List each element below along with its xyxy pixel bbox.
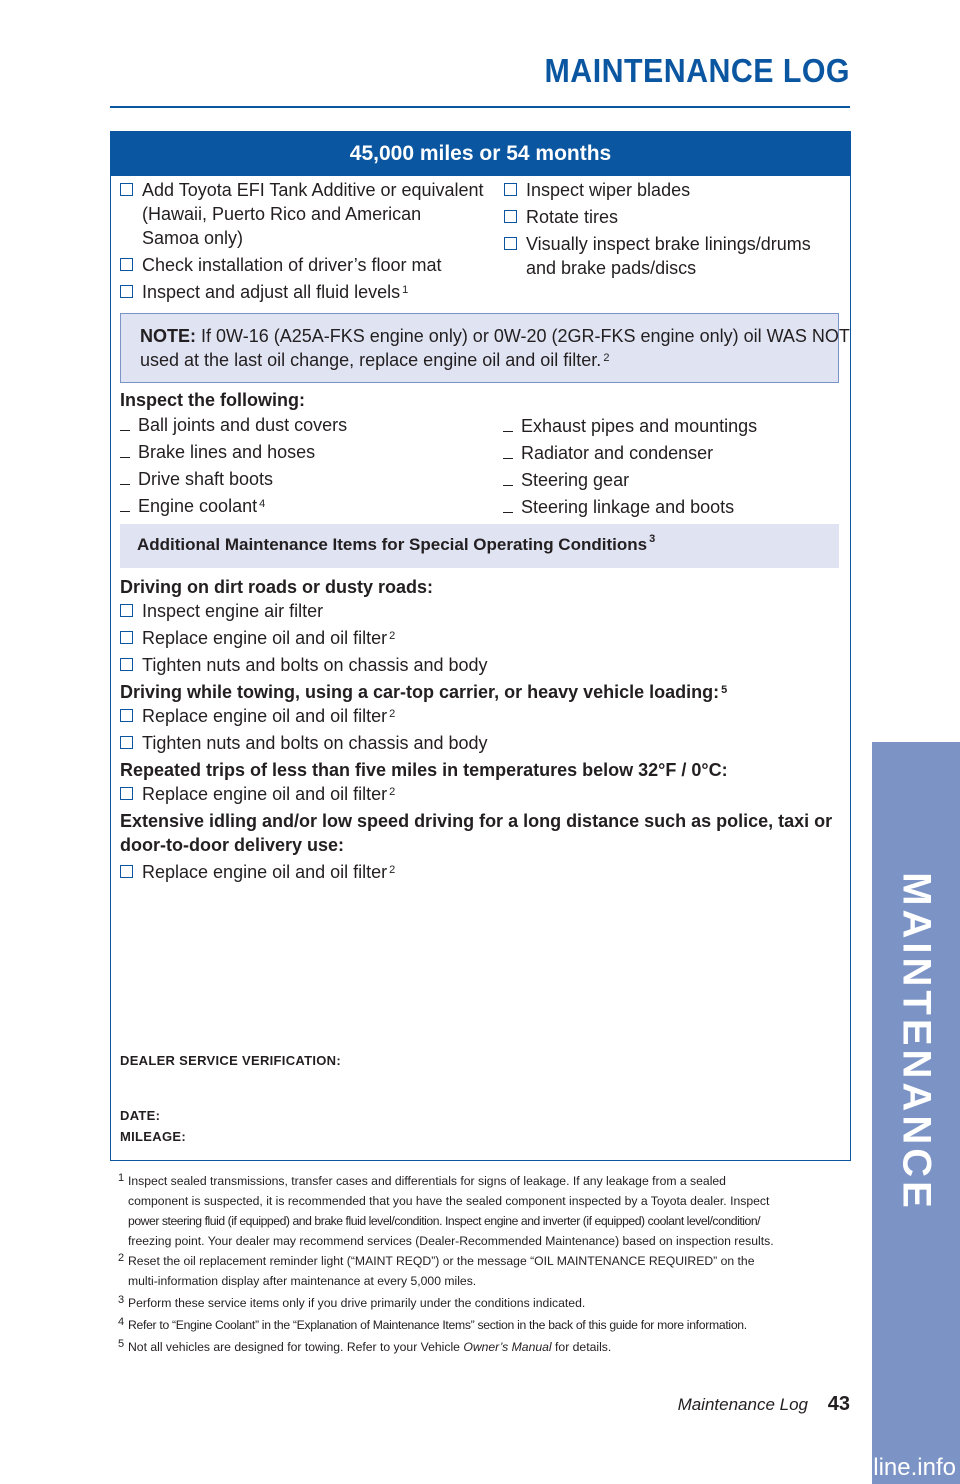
footer-section-label: Maintenance Log [677,1395,808,1414]
checkbox[interactable] [120,787,133,800]
dash-icon [503,485,513,487]
checkbox[interactable] [120,736,133,749]
checkbox[interactable] [120,865,133,878]
dash-icon [503,512,513,514]
dash-icon [120,484,130,486]
condition-heading: Driving on dirt roads or dusty roads: [120,577,434,597]
checkbox[interactable] [120,709,133,722]
checkbox[interactable] [504,210,517,223]
card-title: 45,000 miles or 54 months [111,132,850,176]
checkbox[interactable] [120,258,133,271]
condition-heading-continued: door-to-door delivery use: [120,835,345,855]
condition-heading: Repeated trips of less than five miles in temperatures below 32°F / 0°C: [120,760,728,780]
checklist-item[interactable]: Replace engine oil and oil filter $^2$ [120,704,395,728]
checklist-item[interactable]: Add Toyota EFI Tank Additive or equivalent [120,178,484,202]
checklist-item-continued: Samoa only) [142,228,244,248]
checkbox[interactable] [120,631,133,644]
inspect-item: Steering gear [503,468,629,492]
footnote: 1 Inspect sealed transmissions, transfer cases and differentials for signs of leakage. If any leakage from a sealed component is suspected, it is recommended that you have the sealed component inspected by a Toyota dealer. Inspect power steering fluid (if equipped) and brake fluid level/condition. Inspect engine and inverter (if equipped) coolant level/condition/ freezing point. Your dealer may recommend services (Dealer-Recommended Maintenance) based on inspection results. [118,1172,774,1248]
footnote: 4 Refer to “Engine Coolant” in the “Explanation of Maintenance Items” section in the back of this guide for more information. [118,1316,747,1332]
checklist-item-continued: (Hawaii, Puerto Rico and American [142,204,422,224]
inspect-item: Radiator and condenser [503,441,713,465]
checklist-item[interactable]: Inspect and adjust all fluid levels $^1$ [120,280,408,304]
note-line: used at the last oil change, replace engine oil and oil filter. $^2$ [140,350,610,370]
side-tab-label: MAINTENANCE [894,872,939,1212]
checkbox[interactable] [120,658,133,671]
inspect-item: Brake lines and hoses [120,440,315,464]
checklist-item[interactable]: Tighten nuts and bolts on chassis and body [120,653,488,677]
inspect-item: Exhaust pipes and mountings [503,414,757,438]
footnote: 5 Not all vehicles are designed for towing. Refer to your Vehicle Owner’s Manual for details. [118,1338,612,1354]
checklist-item[interactable]: Replace engine oil and oil filter $^2$ [120,860,395,884]
condition-heading: Driving while towing, using a car-top carrier, or heavy vehicle loading: $^5$ [120,682,728,702]
page-number: 43 [827,1393,850,1415]
checkbox[interactable] [120,183,133,196]
checklist-item[interactable]: Replace engine oil and oil filter $^2$ [120,626,395,650]
inspect-item: Ball joints and dust covers [120,413,347,437]
special-conditions-band [120,524,839,568]
dash-icon [120,430,130,432]
checklist-item[interactable]: Inspect engine air filter [120,599,323,623]
note-box [120,313,850,383]
checklist-item[interactable]: Rotate tires [504,205,618,229]
title-divider [110,106,850,108]
checklist-item[interactable]: Visually inspect brake linings/drums [504,232,811,256]
checkbox[interactable] [120,285,133,298]
dash-icon [120,511,130,513]
inspect-heading: Inspect the following: [120,390,305,410]
checklist-item[interactable]: Tighten nuts and bolts on chassis and body [120,731,488,755]
maintenance-card [110,131,851,1161]
condition-heading: Extensive idling and/or low speed driving for a long distance such as police, taxi or [120,811,833,831]
inspect-item: Engine coolant $^4$ [120,494,265,518]
checklist-item[interactable]: Inspect wiper blades [504,178,690,202]
inspect-item: Steering linkage and boots [503,495,734,519]
dash-icon [503,458,513,460]
watermark: carmanualsonline.info [722,1454,956,1481]
checkbox[interactable] [504,237,517,250]
date-label: DATE: [120,1108,161,1123]
checklist-item[interactable]: Replace engine oil and oil filter $^2$ [120,782,395,806]
special-conditions-heading: Additional Maintenance Items for Special Operating Conditions $^3$ [137,533,656,554]
dash-icon [503,431,513,433]
checkbox[interactable] [504,183,517,196]
page-title: MAINTENANCE LOG [544,52,850,89]
footnote: 2 Reset the oil replacement reminder light (“MAINT REQD”) or the message “OIL MAINTENANCE REQUIRED” on the multi-information display after maintenance at every 5,000 miles. [118,1252,755,1288]
checklist-item[interactable]: Check installation of driver’s floor mat [120,253,441,277]
dash-icon [120,457,130,459]
inspect-item: Drive shaft boots [120,467,273,491]
note-line: NOTE: If 0W-16 (A25A-FKS engine only) or 0W-20 (2GR-FKS engine only) oil WAS NOT [140,326,850,346]
checklist-item-continued: and brake pads/discs [526,258,697,278]
mileage-label: MILEAGE: [120,1129,186,1144]
dealer-verification-label: DEALER SERVICE VERIFICATION: [120,1053,341,1068]
footnote: 3 Perform these service items only if you drive primarily under the conditions indicated. [118,1294,586,1310]
checkbox[interactable] [120,604,133,617]
